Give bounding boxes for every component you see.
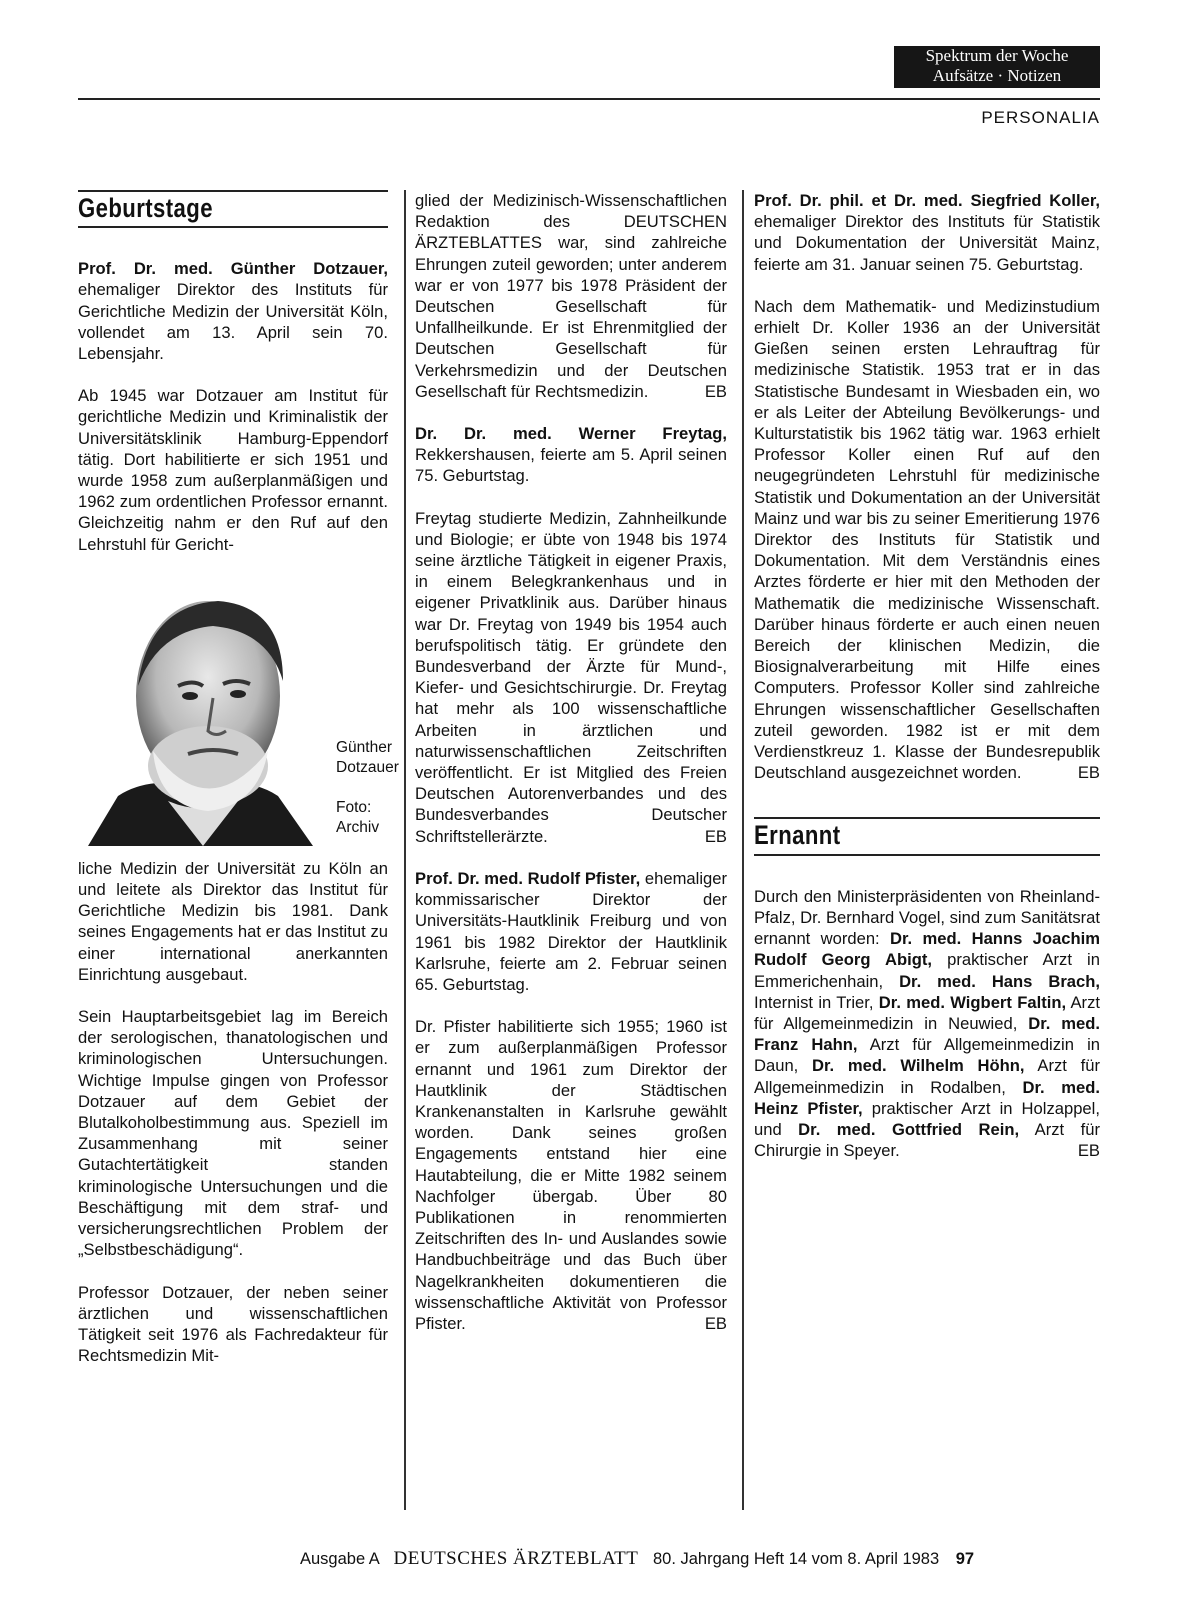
paragraph-text: Durch den Ministerpräsidenten von Rheinland-Pfalz, Dr. Bernhard Vogel, sind zum Sanitätsrat ernannt worden: <box>754 886 1100 949</box>
paragraph <box>415 508 727 847</box>
paragraph <box>415 423 727 487</box>
badge-line-2: Aufsätze · Notizen <box>932 66 1062 85</box>
paragraph <box>415 190 727 402</box>
paragraph: liche Medizin der Universität zu Köln an und leitete als Direktor das Institut für Gerichtliche Medizin bis 1981. Dank seines Engagements hat er das Institut zu einer international anerkannten Einrichtung ausgebaut. <box>78 858 388 984</box>
paragraph-text: praktischer Arzt in Holzappel, und <box>754 1098 1100 1139</box>
column-divider-1 <box>404 190 406 1510</box>
person-name: Dr. med. Franz Hahn, <box>754 1013 1100 1055</box>
photo-caption-credit: Foto: Archiv <box>336 798 380 836</box>
paragraph: Sein Hauptarbeitsgebiet lag im Bereich der serologischen, thanatologischen und kriminologischen Untersuchungen. Wichtige Impulse gingen von Professor Dotzauer auf dem Gebiet der Blutalkoholbestimmung aus. Speziell im Zusammenhang mit seiner Gutachtertätigkeit standen kriminologische Untersuchungen und die Beschäftigung mit dem straf- und versicherungsrechtlichen Problem der „Selbstbeschädigung“. <box>78 1007 388 1260</box>
portrait-photo <box>78 576 328 846</box>
paragraph-text: Freytag studierte Medizin, Zahnheilkunde und Biologie; er übte von 1948 bis 1974 seine ärztliche Tätigkeit in eigener Praxis, in einem Belegkrankenhaus und in eigener Privatklinik aus. Darüber hinaus war Dr. Freytag von 1949 bis 1954 auch berufspolitisch tätig. Er gründete den Bundesverband der Ärzte für Mund-, Kiefer- und Gesichtschirurgie. Dr. Freytag hat mehr als 100 wissenschaftliche Arbeiten in ärztlichen und naturwissenschaftlichen Zeitschriften veröffentlicht. Er ist Mitglied des Freien Deutschen Autorenverbandes und des Bundesverbandes Deutscher Schriftstellerärzte. <box>415 508 727 846</box>
portrait-figure <box>78 576 399 846</box>
person-name: Dr. Dr. med. Werner Freytag, <box>415 424 727 444</box>
person-name: Prof. Dr. med. Rudolf Pfister, <box>415 868 641 888</box>
paragraph-text: Rekkershausen, feierte am 5. April seinen 75. Geburtstag. <box>415 445 727 486</box>
paragraph: Professor Dotzauer, der neben seiner ärztlichen und wissenschaftlichen Tätigkeit seit 1976 als Fachredakteur für Rechtsmedizin Mit- <box>78 1282 388 1366</box>
person-name: Dr. med. Wilhelm Höhn, <box>812 1056 1025 1076</box>
header-rule <box>78 98 1100 100</box>
photo-caption-name: Günther Dotzauer <box>336 738 399 776</box>
heading-ernannt: Ernannt <box>754 820 841 851</box>
author-signature: EB <box>1077 1141 1100 1161</box>
paragraph-text: Arzt für Allgemeinmedizin in Daun, <box>754 1035 1100 1076</box>
paragraph-text: Arzt für Chirurgie in Speyer. <box>754 1119 1100 1161</box>
paragraph <box>78 258 388 364</box>
section-badge <box>894 46 1100 88</box>
paragraph-text: Arzt für Allgemeinmedizin in Rodalben, <box>754 1056 1100 1097</box>
page-number: 97 <box>955 1550 975 1568</box>
footer-issue: 80. Jahrgang Heft 14 vom 8. April 1983 <box>652 1550 940 1568</box>
column-3 <box>754 190 1100 1182</box>
page-footer <box>300 1548 974 1570</box>
paragraph-text: praktischer Arzt in Emmerichenhain, <box>754 950 1100 991</box>
paragraph <box>754 190 1100 275</box>
person-name: Dr. med. Hanns Joachim Rudolf Georg Abigt, <box>754 929 1100 970</box>
paragraph-text: Nach dem Mathematik- und Medizinstudium erhielt Dr. Koller 1936 an der Universität Gießen seinen ersten Lehrauftrag für medizinische Statistik. 1953 trat er in das Statistische Bundesamt in Wiesbaden ein, wo er als Leiter der Abteilung Bevölkerungs- und Kulturstatistik bis 1962 tätig war. 1963 erhielt Professor Koller einen Ruf auf den neugegründeten Lehrstuhl für medizinische Statistik und Dokumentation an der Universität Mainz und war bis zu seiner Emeritierung 1976 Direktor des Instituts für Statistik und Dokumentation. Mit dem Verständnis eines Arztes förderte er hier mit den Methoden der Mathematik die medizinische Wissenschaft. Darüber hinaus förderte er auch einen neuen Bereich der klinischen Medizin, die Biosignalverarbeitung mit Hilfe eines Computers. Professor Koller sind zahlreiche Ehrungen wissenschaftlicher Gesellschaften zuteil geworden. 1982 ist er mit dem Verdienstkreuz 1. Klasse der Bundesrepublik Deutschland ausgezeichnet worden. <box>754 296 1100 783</box>
paragraph-text: Arzt für Allgemeinmedizin in Neuwied, <box>754 992 1100 1033</box>
heading-box <box>78 190 388 228</box>
section-title: PERSONALIA <box>981 108 1100 127</box>
paragraph <box>754 886 1100 1162</box>
paragraph: Ab 1945 war Dotzauer am Institut für gerichtliche Medizin und Kriminalistik der Universitätsklinik Hamburg-Eppendorf tätig. Dort habilitierte er sich 1951 und wurde 1958 zum außerplanmäßigen und 1962 zum ordentlichen Professor ernannt. Gleichzeitig nahm er den Ruf auf den Lehrstuhl für Gericht- <box>78 386 388 554</box>
column-2 <box>415 190 727 1355</box>
footer-magazine: DEUTSCHES ÄRZTEBLATT <box>393 1548 639 1569</box>
person-name: Dr. med. Wigbert Faltin, <box>878 992 1067 1012</box>
column-divider-2 <box>742 190 744 1510</box>
column-1 <box>78 190 399 1387</box>
paragraph-text: ehemaliger Direktor des Instituts für Statistik und Dokumentation der Universität Mainz, feierte am 31. Januar seinen 75. Geburtstag. <box>754 212 1100 274</box>
paragraph-text: ehemaliger Direktor des Instituts für Gerichtliche Medizin der Universität Köln, vollendet am 13. April sein 70. Lebensjahr. <box>78 280 388 364</box>
paragraph-text: Internist in Trier, <box>754 992 874 1012</box>
paragraph <box>415 1016 727 1334</box>
paragraph <box>415 868 727 995</box>
author-signature: EB <box>704 1313 727 1333</box>
heading-box <box>754 817 1100 855</box>
person-name: Dr. med. Heinz Pfister, <box>754 1077 1100 1118</box>
person-name: Dr. med. Hans Brach, <box>899 971 1100 991</box>
person-name: Prof. Dr. phil. et Dr. med. Siegfried Koller, <box>754 191 1100 210</box>
person-name: Prof. Dr. med. Günther Dotzauer, <box>78 259 388 279</box>
paragraph <box>754 296 1100 784</box>
heading-geburtstage: Geburtstage <box>78 193 213 223</box>
badge-line-1: Spektrum der Woche <box>925 46 1069 65</box>
paragraph-text: Dr. Pfister habilitierte sich 1955; 1960 ist er zum außerplanmäßigen Professor ernannt und 1961 zum Direktor der Hautklinik der Städtischen Krankenanstalten in Karlsruhe gewählt worden. Dank seines großen Engagements entstand hier eine Hautabteilung, die er Mitte 1982 seinem Nachfolger übergab. Über 80 Publikationen in renommierten Zeitschriften des In- und Auslandes sowie Handbuchbeiträge und das Buch über Nagelkrankheiten dokumentieren die wissenschaftliche Aktivität von Professor Pfister. <box>415 1017 727 1333</box>
paragraph-text: glied der Medizinisch-Wissenschaftlichen Redaktion des DEUTSCHEN ÄRZTEBLATTES war, sind zahlreiche Ehrungen zuteil geworden; unter anderem war er von 1977 bis 1978 Präsident der Deutschen Gesellschaft für Unfallheilkunde. Er ist Ehrenmitglied der Deutschen Gesellschaft für Verkehrsmedizin und der Deutschen Gesellschaft für Rechtsmedizin. <box>415 191 727 401</box>
author-signature: EB <box>704 826 727 846</box>
person-name: Dr. med. Gottfried Rein, <box>798 1119 1020 1139</box>
author-signature: EB <box>704 381 727 401</box>
footer-edition: Ausgabe A <box>300 1550 379 1568</box>
paragraph-text: ehemaliger kommissarischer Direktor der Universitäts-Hautklinik Freiburg und von 1961 bis 1982 Direktor der Hautklinik Karlsruhe, feierte am 2. Februar seinen 65. Geburtstag. <box>415 868 727 994</box>
author-signature: EB <box>1077 763 1100 783</box>
